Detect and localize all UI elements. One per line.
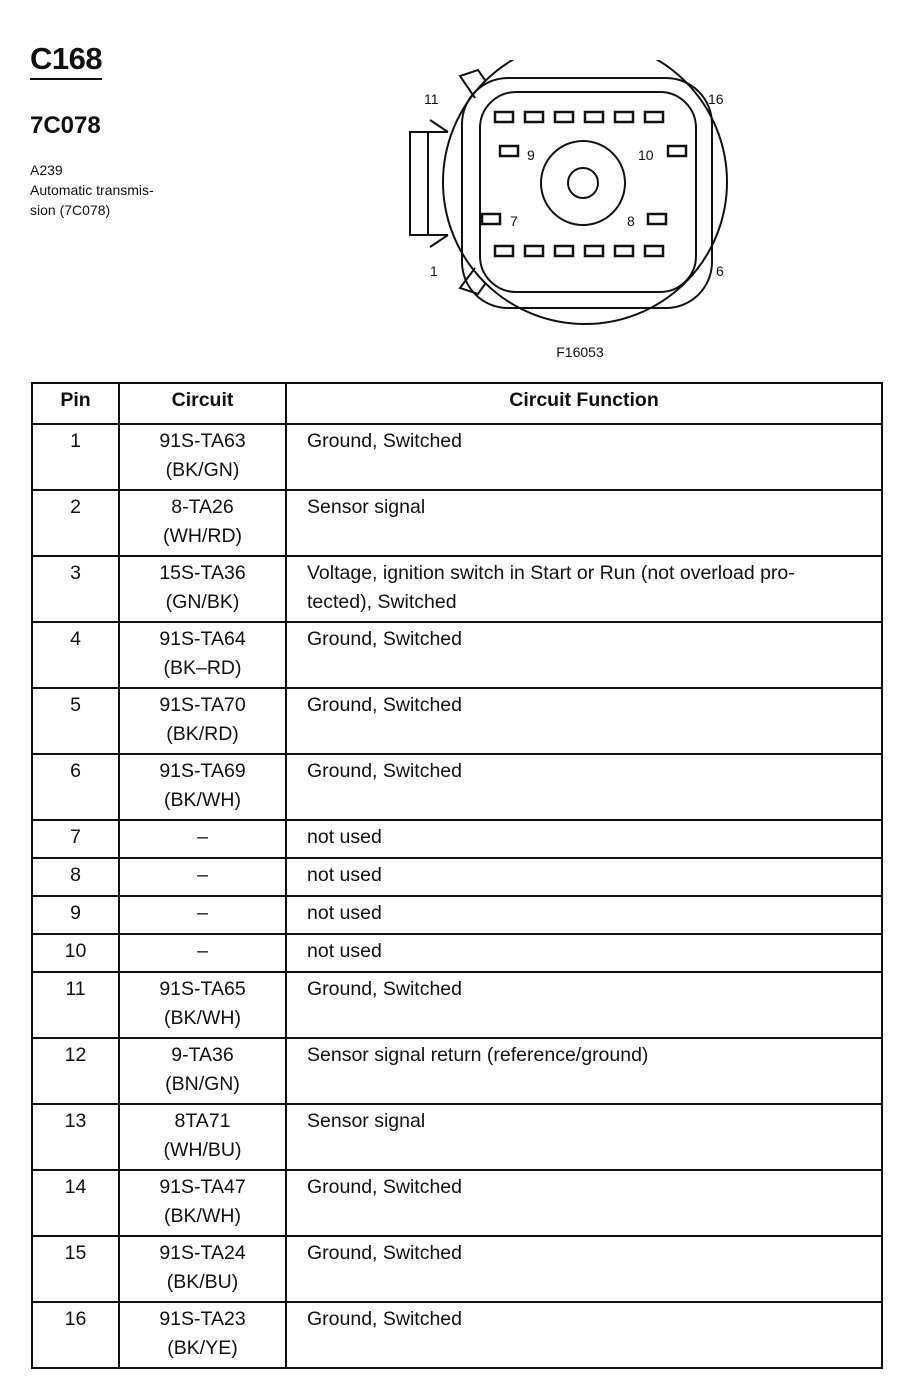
wire-color: (BK/GN)	[165, 459, 240, 481]
pin-7	[482, 214, 500, 224]
circuit-cell	[119, 972, 286, 1038]
pin-label-9: 9	[527, 147, 535, 163]
pin-number: 8	[32, 858, 119, 896]
pin-number: 14	[32, 1170, 119, 1236]
pin-number: 11	[32, 972, 119, 1038]
circuit-function: Voltage, ignition switch in Start or Run (not overload pro-tected), Switched	[286, 556, 882, 622]
circuit-number: 91S-TA63	[159, 430, 246, 452]
table-row	[32, 556, 882, 622]
pin-table	[31, 382, 883, 1369]
circuit-cell	[119, 934, 286, 972]
wire-color: (BK/WH)	[164, 789, 241, 811]
circuit-cell	[119, 858, 286, 896]
circuit-cell	[119, 1236, 286, 1302]
circuit-cell	[119, 424, 286, 490]
wire-color: (BK/RD)	[166, 723, 239, 745]
circuit-number: 91S-TA64	[159, 628, 246, 650]
connector-diagram	[400, 60, 740, 340]
table-row	[32, 934, 882, 972]
circuit-number: 91S-TA24	[159, 1242, 246, 1264]
pin-number: 5	[32, 688, 119, 754]
pin-label-7: 7	[510, 213, 518, 229]
circuit-function: not used	[286, 896, 882, 934]
circuit-number: 8-TA26	[171, 496, 234, 518]
table-row	[32, 1104, 882, 1170]
circuit-cell	[119, 820, 286, 858]
pin-8	[648, 214, 666, 224]
pin-label-1: 1	[430, 263, 438, 279]
table-row	[32, 688, 882, 754]
circuit-cell	[119, 688, 286, 754]
circuit-function: not used	[286, 858, 882, 896]
circuit-cell	[119, 1170, 286, 1236]
circuit-number: –	[197, 940, 208, 962]
wire-color: (BN/GN)	[165, 1073, 240, 1095]
table-row	[32, 1038, 882, 1104]
pin-number: 4	[32, 622, 119, 688]
table-row	[32, 896, 882, 934]
pin-label-6: 6	[716, 263, 724, 279]
circuit-function: Ground, Switched	[286, 688, 882, 754]
pin-10	[668, 146, 686, 156]
header-pin: Pin	[32, 383, 119, 424]
circuit-function: Ground, Switched	[286, 1302, 882, 1368]
circuit-number: –	[197, 902, 208, 924]
description-line: Automatic transmis-	[30, 182, 154, 198]
pin-number: 6	[32, 754, 119, 820]
description-line: sion (7C078)	[30, 202, 111, 218]
table-row	[32, 754, 882, 820]
pin-number: 13	[32, 1104, 119, 1170]
circuit-number: 91S-TA65	[159, 978, 246, 1000]
circuit-function: Sensor signal	[286, 490, 882, 556]
figure-id: F16053	[556, 344, 604, 360]
circuit-number: 91S-TA47	[159, 1176, 246, 1198]
pin-9	[500, 146, 518, 156]
circuit-function: not used	[286, 934, 882, 972]
circuit-function: not used	[286, 820, 882, 858]
circuit-function: Ground, Switched	[286, 1170, 882, 1236]
circuit-function: Ground, Switched	[286, 424, 882, 490]
pin-number: 9	[32, 896, 119, 934]
component-description	[30, 160, 190, 220]
circuit-cell	[119, 1038, 286, 1104]
wire-color: (WH/RD)	[162, 525, 243, 547]
circuit-function: Sensor signal return (reference/ground)	[286, 1038, 882, 1104]
circuit-cell	[119, 1104, 286, 1170]
table-row	[32, 972, 882, 1038]
circuit-number: 8TA71	[174, 1110, 231, 1132]
circuit-cell	[119, 556, 286, 622]
pin-row-top	[495, 112, 663, 122]
table-row	[32, 820, 882, 858]
circuit-function: Ground, Switched	[286, 972, 882, 1038]
header-circuit: Circuit	[119, 383, 286, 424]
connector-outline	[443, 60, 727, 324]
pin-label-16: 16	[708, 91, 724, 107]
pin-number: 15	[32, 1236, 119, 1302]
pin-label-11: 11	[424, 91, 439, 107]
circuit-number: 91S-TA69	[159, 760, 246, 782]
wire-color: (GN/BK)	[165, 591, 240, 613]
wire-color: (BK/BU)	[166, 1271, 239, 1293]
circuit-function: Ground, Switched	[286, 1236, 882, 1302]
wire-color: (BK–RD)	[163, 657, 242, 679]
table-row	[32, 858, 882, 896]
wire-color: (BK/WH)	[164, 1007, 241, 1029]
table-row	[32, 1236, 882, 1302]
pin-label-10: 10	[638, 147, 654, 163]
wire-color: (WH/BU)	[163, 1139, 242, 1161]
table-header-row	[32, 383, 882, 424]
circuit-function: Ground, Switched	[286, 754, 882, 820]
table-row	[32, 1170, 882, 1236]
circuit-number: –	[197, 864, 208, 886]
circuit-cell	[119, 1302, 286, 1368]
circuit-number: –	[197, 826, 208, 848]
description-line: A239	[30, 162, 63, 178]
wire-color: (BK/YE)	[167, 1337, 238, 1359]
circuit-cell	[119, 754, 286, 820]
center-hole	[568, 168, 598, 198]
connector-id: C168	[30, 42, 102, 80]
circuit-number: 91S-TA70	[159, 694, 246, 716]
circuit-function: Sensor signal	[286, 1104, 882, 1170]
circuit-function: Ground, Switched	[286, 622, 882, 688]
circuit-cell	[119, 622, 286, 688]
circuit-number: 9-TA36	[171, 1044, 234, 1066]
pin-number: 1	[32, 424, 119, 490]
center-ring	[541, 141, 625, 225]
pin-number: 3	[32, 556, 119, 622]
table-row	[32, 424, 882, 490]
pin-number: 2	[32, 490, 119, 556]
table-row	[32, 622, 882, 688]
component-code: 7C078	[30, 112, 101, 139]
pin-number: 16	[32, 1302, 119, 1368]
pin-number: 10	[32, 934, 119, 972]
table-row	[32, 490, 882, 556]
pin-row-bottom	[495, 246, 663, 256]
pin-number: 12	[32, 1038, 119, 1104]
table-row	[32, 1302, 882, 1368]
circuit-number: 91S-TA23	[159, 1308, 246, 1330]
circuit-number: 15S-TA36	[159, 562, 246, 584]
pin-number: 7	[32, 820, 119, 858]
pin-label-8: 8	[627, 213, 635, 229]
header-function: Circuit Function	[286, 383, 882, 424]
wire-color: (BK/WH)	[164, 1205, 241, 1227]
circuit-cell	[119, 490, 286, 556]
circuit-cell	[119, 896, 286, 934]
